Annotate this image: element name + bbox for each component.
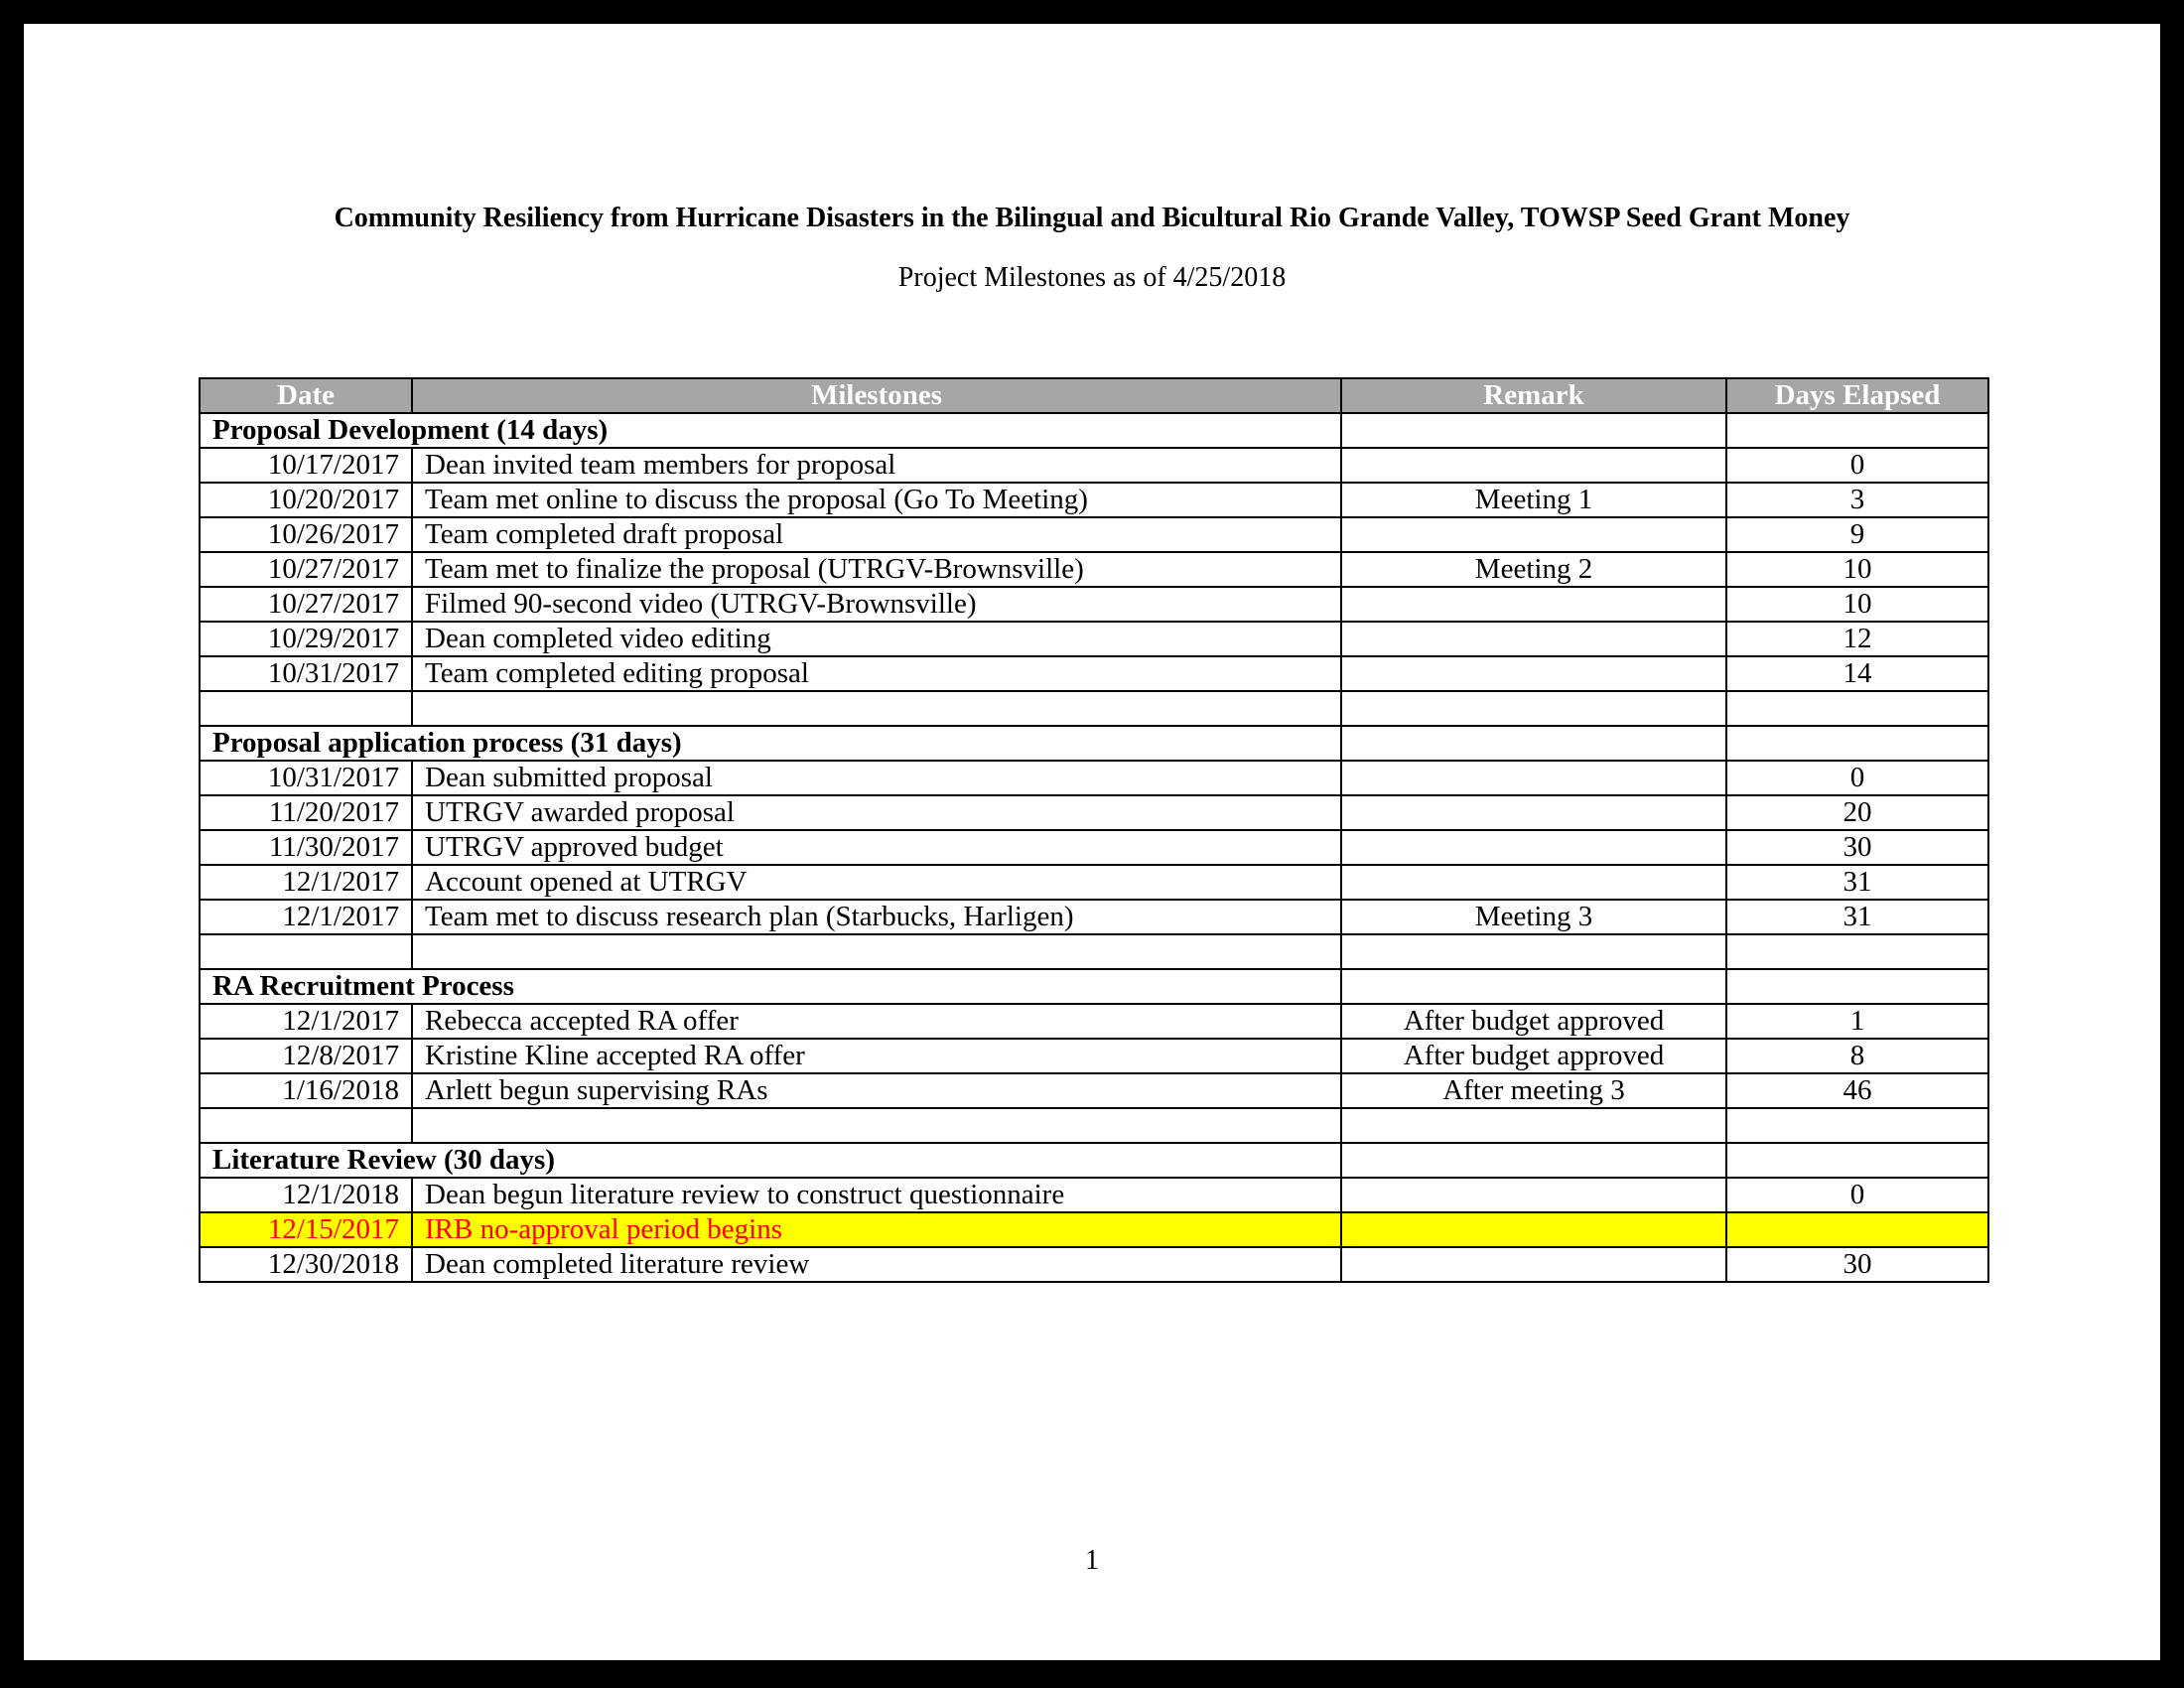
date-cell: 10/20/2017 — [200, 483, 412, 517]
table-row — [200, 830, 1988, 865]
days-cell: 10 — [1726, 587, 1988, 622]
remark-cell — [1341, 726, 1726, 761]
days-cell: 31 — [1726, 900, 1988, 934]
document-subtitle: Project Milestones as of 4/25/2018 — [897, 262, 1287, 293]
table-header-row — [200, 378, 1988, 413]
days-cell: 0 — [1726, 1178, 1988, 1212]
days-cell: 14 — [1726, 656, 1988, 691]
milestone-cell — [412, 691, 1341, 726]
date-cell: 10/27/2017 — [200, 587, 412, 622]
header-milestones: Milestones — [412, 378, 1341, 413]
date-cell: 12/30/2018 — [200, 1247, 412, 1282]
days-cell: 20 — [1726, 795, 1988, 830]
remark-cell — [1341, 656, 1726, 691]
document-page — [24, 24, 2160, 1660]
remark-cell — [1341, 517, 1726, 552]
milestone-cell: Arlett begun supervising RAs — [412, 1073, 1341, 1108]
remark-cell — [1341, 413, 1726, 448]
document-title: Community Resiliency from Hurricane Disasters in the Bilingual and Bicultural Rio Grande Valley, TOWSP Seed Grant Money — [334, 203, 1850, 233]
table-row — [200, 865, 1988, 900]
remark-cell: Meeting 3 — [1341, 900, 1726, 934]
table-row — [200, 795, 1988, 830]
table-row — [200, 1004, 1988, 1039]
table-row — [200, 1212, 1988, 1247]
date-cell — [200, 1108, 412, 1143]
milestone-cell: Dean submitted proposal — [412, 761, 1341, 795]
days-cell — [1726, 413, 1988, 448]
remark-cell — [1341, 865, 1726, 900]
header-date: Date — [200, 378, 412, 413]
milestone-cell — [412, 1108, 1341, 1143]
date-cell: 10/31/2017 — [200, 761, 412, 795]
milestone-cell: Team completed draft proposal — [412, 517, 1341, 552]
remark-cell — [1341, 1143, 1726, 1178]
blank-row — [200, 1108, 1988, 1143]
days-cell — [1726, 726, 1988, 761]
remark-cell: After budget approved — [1341, 1039, 1726, 1073]
milestone-cell: UTRGV approved budget — [412, 830, 1341, 865]
date-cell — [200, 934, 412, 969]
table-row — [200, 448, 1988, 483]
table-row — [200, 517, 1988, 552]
days-cell: 31 — [1726, 865, 1988, 900]
header-days-elapsed: Days Elapsed — [1726, 378, 1988, 413]
table-row — [200, 1073, 1988, 1108]
date-cell: 1/16/2018 — [200, 1073, 412, 1108]
days-cell: 1 — [1726, 1004, 1988, 1039]
days-cell: 30 — [1726, 1247, 1988, 1282]
remark-cell — [1341, 934, 1726, 969]
date-cell: 10/26/2017 — [200, 517, 412, 552]
section-row — [200, 726, 1988, 761]
table-row — [200, 900, 1988, 934]
milestone-cell — [412, 934, 1341, 969]
date-cell: 12/1/2017 — [200, 1004, 412, 1039]
date-cell: 10/29/2017 — [200, 622, 412, 656]
days-cell: 10 — [1726, 552, 1988, 587]
section-label: Literature Review (30 days) — [200, 1143, 1341, 1178]
section-row — [200, 969, 1988, 1004]
milestone-cell: Filmed 90-second video (UTRGV-Brownsville) — [412, 587, 1341, 622]
days-cell — [1726, 1143, 1988, 1178]
section-label: RA Recruitment Process — [200, 969, 1341, 1004]
section-row — [200, 413, 1988, 448]
remark-cell — [1341, 587, 1726, 622]
remark-cell — [1341, 795, 1726, 830]
remark-cell — [1341, 830, 1726, 865]
days-cell: 12 — [1726, 622, 1988, 656]
table-row — [200, 622, 1988, 656]
days-cell: 0 — [1726, 761, 1988, 795]
table-row — [200, 483, 1988, 517]
blank-row — [200, 934, 1988, 969]
table-row — [200, 1247, 1988, 1282]
remark-cell — [1341, 622, 1726, 656]
remark-cell — [1341, 1247, 1726, 1282]
table-row — [200, 1178, 1988, 1212]
milestone-cell: Account opened at UTRGV — [412, 865, 1341, 900]
days-cell — [1726, 1212, 1988, 1247]
days-cell: 0 — [1726, 448, 1988, 483]
milestone-cell: Dean invited team members for proposal — [412, 448, 1341, 483]
days-cell: 3 — [1726, 483, 1988, 517]
remark-cell — [1341, 761, 1726, 795]
date-cell: 12/1/2017 — [200, 865, 412, 900]
date-cell: 12/8/2017 — [200, 1039, 412, 1073]
days-cell: 9 — [1726, 517, 1988, 552]
milestone-cell: Dean completed video editing — [412, 622, 1341, 656]
section-row — [200, 1143, 1988, 1178]
remark-cell — [1341, 691, 1726, 726]
table-row — [200, 656, 1988, 691]
remark-cell: After meeting 3 — [1341, 1073, 1726, 1108]
days-cell — [1726, 691, 1988, 726]
remark-cell — [1341, 969, 1726, 1004]
date-cell: 12/1/2018 — [200, 1178, 412, 1212]
days-cell: 30 — [1726, 830, 1988, 865]
milestone-cell: Rebecca accepted RA offer — [412, 1004, 1341, 1039]
days-cell — [1726, 934, 1988, 969]
remark-cell: Meeting 1 — [1341, 483, 1726, 517]
remark-cell: Meeting 2 — [1341, 552, 1726, 587]
table-body — [200, 413, 1988, 1282]
date-cell: 11/20/2017 — [200, 795, 412, 830]
date-cell: 10/27/2017 — [200, 552, 412, 587]
date-cell: 10/31/2017 — [200, 656, 412, 691]
remark-cell — [1341, 1108, 1726, 1143]
milestone-cell: Kristine Kline accepted RA offer — [412, 1039, 1341, 1073]
remark-cell — [1341, 1178, 1726, 1212]
date-cell: 12/15/2017 — [200, 1212, 412, 1247]
date-cell: 10/17/2017 — [200, 448, 412, 483]
milestone-cell: Team met to finalize the proposal (UTRGV-Brownsville) — [412, 552, 1341, 587]
days-cell: 8 — [1726, 1039, 1988, 1073]
section-label: Proposal Development (14 days) — [200, 413, 1341, 448]
table-row — [200, 761, 1988, 795]
milestone-cell: IRB no-approval period begins — [412, 1212, 1341, 1247]
table-row — [200, 1039, 1988, 1073]
milestone-cell: Team completed editing proposal — [412, 656, 1341, 691]
days-cell: 46 — [1726, 1073, 1988, 1108]
milestone-cell: Dean begun literature review to construct questionnaire — [412, 1178, 1341, 1212]
milestone-cell: Team met to discuss research plan (Starbucks, Harligen) — [412, 900, 1341, 934]
page-number: 1 — [1085, 1545, 1099, 1576]
blank-row — [200, 691, 1988, 726]
date-cell: 12/1/2017 — [200, 900, 412, 934]
remark-cell — [1341, 1212, 1726, 1247]
date-cell — [200, 691, 412, 726]
milestone-cell: Dean completed literature review — [412, 1247, 1341, 1282]
date-cell: 11/30/2017 — [200, 830, 412, 865]
table-row — [200, 587, 1988, 622]
table-row — [200, 552, 1988, 587]
milestones-table — [199, 377, 1989, 1283]
days-cell — [1726, 969, 1988, 1004]
milestone-cell: UTRGV awarded proposal — [412, 795, 1341, 830]
remark-cell: After budget approved — [1341, 1004, 1726, 1039]
days-cell — [1726, 1108, 1988, 1143]
section-label: Proposal application process (31 days) — [200, 726, 1341, 761]
remark-cell — [1341, 448, 1726, 483]
header-remark: Remark — [1341, 378, 1726, 413]
milestone-cell: Team met online to discuss the proposal (Go To Meeting) — [412, 483, 1341, 517]
